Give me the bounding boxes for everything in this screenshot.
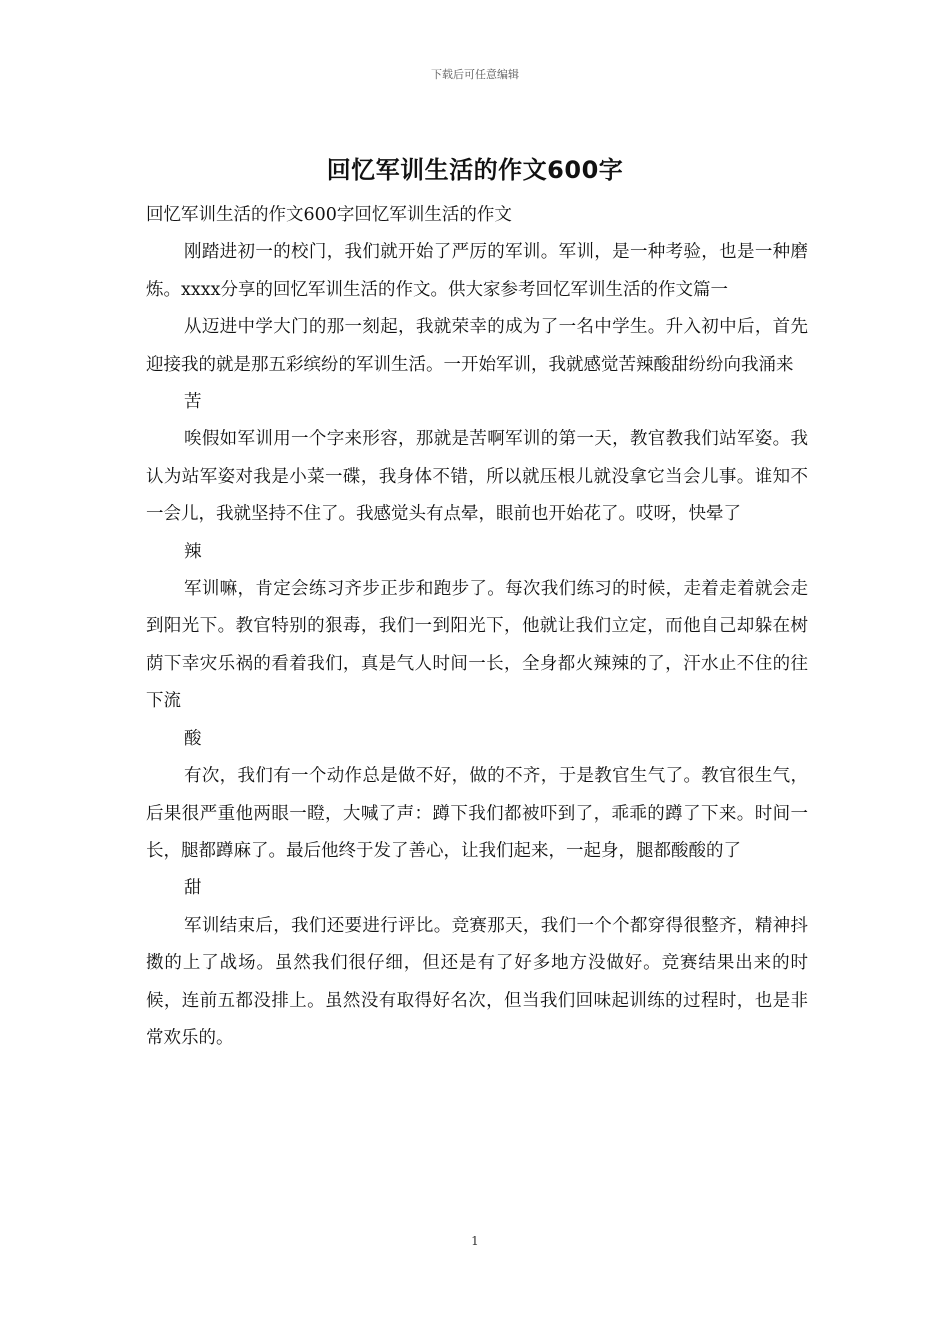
section-heading-bitter: 苦 <box>184 392 202 413</box>
paragraph-intro: 刚踏进初一的校门，我们就开始了严厉的军训。军训，是一种考验，也是一种磨炼。xxxx分享的回忆军训生活的作文。供大家参考回忆军训生活的作文篇一 <box>146 242 808 300</box>
document-body <box>146 197 808 1057</box>
paragraph-sour: 有次，我们有一个动作总是做不好，做的不齐，于是教官生气了。教官很生气，后果很严重他两眼一瞪，大喊了声：蹲下我们都被吓到了，乖乖的蹲了下来。时间一长，腿都蹲麻了。最后他终于发了善心，让我们起来，一起身，腿都酸酸的了 <box>146 766 808 861</box>
document-title: 回忆军训生活的作文600字 <box>326 156 624 184</box>
page-number: 1 <box>471 1234 479 1248</box>
paragraph-1: 从迈进中学大门的那一刻起，我就荣幸的成为了一名中学生。升入初中后，首先迎接我的就是那五彩缤纷的军训生活。一开始军训，我就感觉苦辣酸甜纷纷向我涌来 <box>146 317 808 375</box>
section-heading-spicy: 辣 <box>184 541 202 562</box>
section-heading-sour: 酸 <box>184 728 202 749</box>
paragraph-subtitle: 回忆军训生活的作文600字回忆军训生活的作文 <box>146 205 512 225</box>
paragraph-sweet: 军训结束后，我们还要进行评比。竞赛那天，我们一个个都穿得很整齐，精神抖擞的上了战场。虽然我们很仔细，但还是有了好多地方没做好。竞赛结果出来的时候，连前五都没排上。虽然没有取得好名次，但当我们回味起训练的过程时，也是非常欢乐的。 <box>146 915 808 1048</box>
section-heading-sweet: 甜 <box>184 878 202 899</box>
paragraph-bitter: 唉假如军训用一个字来形容，那就是苦啊军训的第一天，教官教我们站军姿。我认为站军姿对我是小菜一碟，我身体不错，所以就压根儿就没拿它当会儿事。谁知不一会儿，我就坚持不住了。我感觉头有点晕，眼前也开始花了。哎呀，快晕了 <box>146 429 808 525</box>
page-header: 下载后可任意编辑 <box>431 68 519 81</box>
paragraph-spicy: 军训嘛，肯定会练习齐步正步和跑步了。每次我们练习的时候，走着走着就会走到阳光下。教官特别的狠毒，我们一到阳光下，他就让我们立定，而他自己却躲在树荫下幸灾乐祸的看着我们，真是气人时间一长，全身都火辣辣的了，汗水止不住的往下流 <box>146 579 808 712</box>
